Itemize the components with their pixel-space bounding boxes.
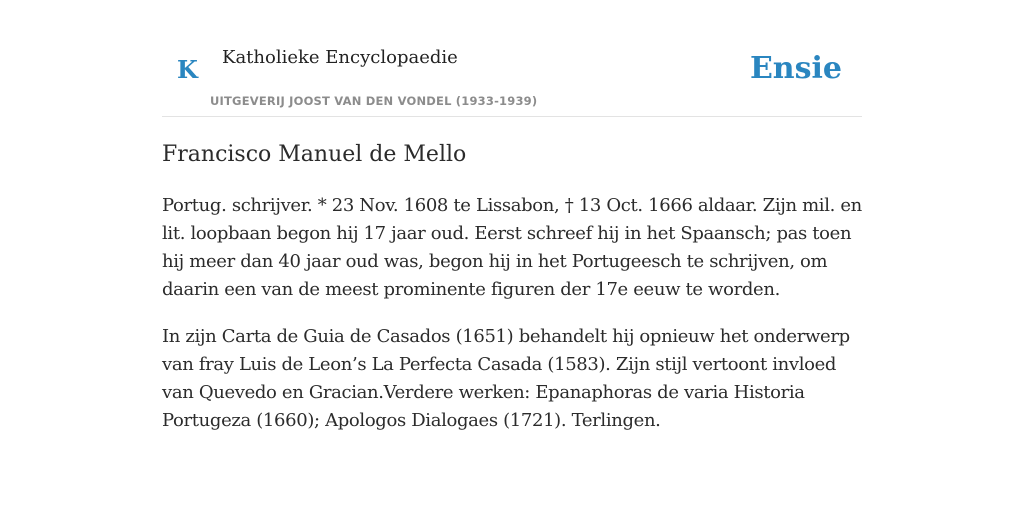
ensie-logo-link[interactable]: Ensie xyxy=(749,51,842,86)
article-title: Francisco Manuel de Mello xyxy=(162,142,467,167)
encyclopedia-logo[interactable]: K xyxy=(177,55,198,84)
article-paragraph: In zijn Carta de Guia de Casados (1651) behandelt hij opnieuw het onderwerp van fray Luis de Leon’s La Perfecta Casada (1583). Zijn stijl vertoont invloed van Quevedo en Gracian.Verdere werken: Epanaphoras de varia Historia Portugeza (1660); Apologos Dialogaes (1721). Terlingen. xyxy=(162,326,850,431)
publisher-subtitle: UITGEVERIJ JOOST VAN DEN VONDEL (1933-1939) xyxy=(210,94,538,108)
article-paragraph: Portug. schrijver. * 23 Nov. 1608 te Lissabon, † 13 Oct. 1666 aldaar. Zijn mil. en lit. loopbaan begon hij 17 jaar oud. Eerst schreef hij in het Spaansch; pas toen hij meer dan 40 jaar oud was, begon hij in het Portugeesch te schrijven, om daarin een van de meest prominente figuren der 17e eeuw te worden. xyxy=(162,195,862,300)
encyclopedia-title-link[interactable]: Katholieke Encyclopaedie xyxy=(222,47,458,68)
site-header xyxy=(162,0,862,117)
